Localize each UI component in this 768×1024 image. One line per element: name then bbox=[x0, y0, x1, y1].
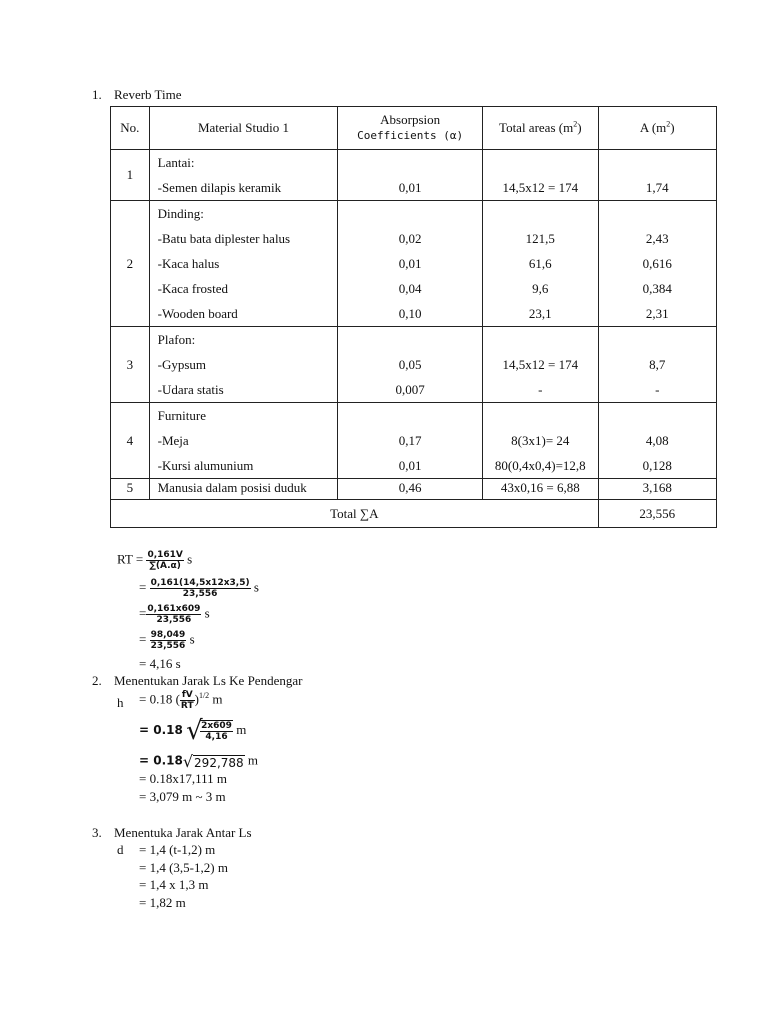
area-cell: 121,5 61,6 9,6 23,1 bbox=[483, 201, 599, 327]
h-fraction-1: $\frac{fV}{RT}$ bbox=[180, 690, 194, 711]
coef-cell: 0,17 0,01 bbox=[338, 403, 483, 479]
material-cell bbox=[149, 327, 338, 403]
rt-line-3: = $\frac{0,161x609}{23,556}$ s bbox=[139, 604, 210, 625]
header-no: No. bbox=[111, 107, 150, 150]
material-name: -Udara statis bbox=[157, 382, 224, 397]
material-name: -Kaca frosted bbox=[157, 281, 229, 296]
d-line-4: = 1,82 m bbox=[139, 895, 186, 910]
row-number: 1 bbox=[111, 150, 150, 201]
area-cell: 14,5x12 = 174 bbox=[483, 150, 599, 201]
rt-fraction-1: $\frac{0,161V}{\sum(A.\alpha)}$ bbox=[147, 550, 183, 571]
sqrt-icon: √ bbox=[182, 752, 194, 771]
coef-cell: 0,05 0,007 bbox=[338, 327, 483, 403]
section-3-heading: 3. Menentuka Jarak Antar Ls bbox=[92, 825, 252, 840]
material-name: -Semen dilapis keramik bbox=[157, 180, 282, 195]
material-name: -Wooden board bbox=[157, 306, 238, 321]
d-line-3: = 1,4 x 1,3 m bbox=[139, 877, 209, 892]
a-cell: 8,7 - bbox=[598, 327, 716, 403]
coef-cell: 0,46 bbox=[338, 479, 483, 500]
material-cell bbox=[149, 150, 338, 201]
material-name: -Kaca halus bbox=[157, 256, 220, 271]
rt-line-2: = $\frac{0,161(14,5x12x3,5)}{23,556}$ s bbox=[139, 578, 259, 599]
rt-fraction-4: $\frac{98,049}{23,556}$ bbox=[150, 630, 186, 651]
a-cell: 3,168 bbox=[598, 479, 716, 500]
h-line-3: = 0.18√292,788 m bbox=[139, 752, 259, 771]
absorption-table bbox=[110, 106, 717, 528]
material-name: Manusia dalam posisi duduk bbox=[149, 479, 338, 500]
a-cell: 1,74 bbox=[598, 150, 716, 201]
h-line-2: = 0.18 √ $\frac{2x609}{4,16}$ m bbox=[139, 716, 247, 746]
header-a: A $(m^2)$ bbox=[598, 107, 716, 150]
a-cell: 4,08 0,128 bbox=[598, 403, 716, 479]
d-line-2: = 1,4 (3,5-1,2) m bbox=[139, 860, 228, 875]
table-row bbox=[111, 479, 717, 500]
coef-cell: 0,01 bbox=[338, 150, 483, 201]
h-variable: h bbox=[117, 695, 124, 710]
row-number: 5 bbox=[111, 479, 150, 500]
area-cell: 43x0,16 = 6,88 bbox=[483, 479, 599, 500]
row-number: 4 bbox=[111, 403, 150, 479]
total-label: Total ∑A bbox=[111, 500, 599, 528]
table-row bbox=[111, 201, 717, 327]
area-cell: 8(3x1)= 24 80(0,4x0,4)=12,8 bbox=[483, 403, 599, 479]
rt-fraction-2: $\frac{0,161(14,5x12x3,5)}{23,556}$ bbox=[150, 578, 250, 599]
d-variable: d bbox=[117, 842, 124, 857]
row-number: 2 bbox=[111, 201, 150, 327]
material-name: -Batu bata diplester halus bbox=[157, 231, 291, 246]
material-cell bbox=[149, 201, 338, 327]
sqrt-icon: √ bbox=[186, 716, 203, 746]
material-name: -Kursi alumunium bbox=[157, 458, 254, 473]
coef-cell: 0,02 0,01 0,04 0,10 bbox=[338, 201, 483, 327]
h-line-5: = 3,079 m ~ 3 m bbox=[139, 789, 226, 804]
material-name: -Gypsum bbox=[157, 357, 207, 372]
square-root: √292,788 bbox=[182, 752, 244, 771]
header-coefficient: Absorpsion Coefficients (α) bbox=[338, 107, 483, 150]
header-total-areas: Total areas $(m^2)$ bbox=[483, 107, 599, 150]
total-value: 23,556 bbox=[598, 500, 716, 528]
category-label: Dinding: bbox=[157, 206, 204, 221]
material-name: -Meja bbox=[157, 433, 189, 448]
category-label: Furniture bbox=[157, 408, 207, 423]
rt-result: = 4,16 s bbox=[139, 656, 181, 671]
rt-fraction-3: $\frac{0,161x609}{23,556}$ bbox=[147, 604, 201, 625]
category-label: Plafon: bbox=[157, 332, 196, 347]
rt-line-1: RT = $\frac{0,161V}{\sum(A.\alpha)}$ s bbox=[117, 550, 193, 571]
header-material: Material Studio 1 bbox=[149, 107, 338, 150]
h-line-4: = 0.18x17,111 m bbox=[139, 771, 227, 786]
total-row bbox=[111, 500, 717, 528]
row-number: 3 bbox=[111, 327, 150, 403]
area-cell: 14,5x12 = 174 - bbox=[483, 327, 599, 403]
a-cell: 2,43 0,616 0,384 2,31 bbox=[598, 201, 716, 327]
category-label: Lantai: bbox=[157, 155, 195, 170]
d-line-1: = 1,4 (t-1,2) m bbox=[139, 842, 216, 857]
h-line-1: = 0.18 ( $\frac{fV}{RT}$ )$^{1/2}$ m bbox=[139, 690, 223, 711]
table-row bbox=[111, 150, 717, 201]
material-cell bbox=[149, 403, 338, 479]
table-row bbox=[111, 403, 717, 479]
table-header-row bbox=[111, 107, 717, 150]
section-1-heading: 1. Reverb Time bbox=[92, 87, 182, 102]
h-fraction-2: $\frac{2x609}{4,16}$ bbox=[201, 721, 232, 742]
table-row bbox=[111, 327, 717, 403]
section-2-heading: 2. Menentukan Jarak Ls Ke Pendengar bbox=[92, 673, 303, 688]
square-root bbox=[186, 716, 233, 746]
rt-line-4: = $\frac{98,049}{23,556}$ s bbox=[139, 630, 195, 651]
